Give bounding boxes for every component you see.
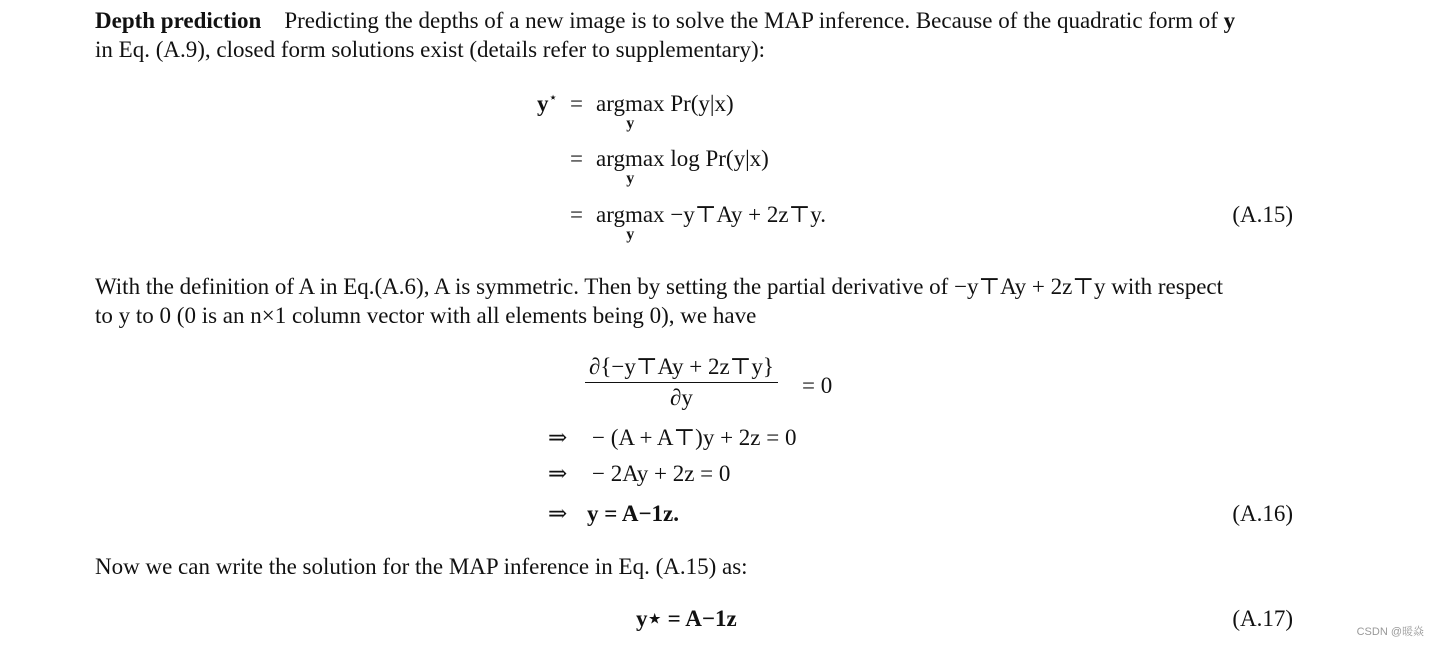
partial-derivative-fraction: $\frac{\partial\{-y⊤Ay + 2z⊤y\}}{\partial y}$	[585, 352, 778, 413]
math-var: y	[1223, 8, 1236, 33]
implies-arrow: ⇒	[548, 501, 568, 526]
equation-rhs: = 0	[802, 373, 833, 398]
paragraph-solution	[95, 552, 1295, 581]
implies-arrow: ⇒	[548, 425, 568, 450]
equation-expression: y⋆ = A−1z	[636, 606, 737, 631]
equation-row-2: argmax y log Pr(y|x)	[596, 146, 769, 187]
equation-row-3: − 2Ay + 2z = 0	[592, 461, 731, 486]
equation-number: (A.15)	[1232, 202, 1293, 227]
equation-row-3: argmax y −y⊤Ay + 2z⊤y.	[596, 202, 826, 243]
equation-number: (A.17)	[1232, 606, 1293, 631]
paragraph-symmetric	[95, 272, 1295, 330]
equation-lhs: y⋆	[537, 89, 558, 116]
equation-row-2: − (A + A⊤)y + 2z = 0	[592, 425, 797, 450]
equation-row-1: argmax y Pr(y|x)	[596, 91, 734, 132]
watermark: CSDN @暖焱	[1356, 626, 1424, 638]
paragraph-text: With the definition of A in Eq.(A.6), A is symmetric. Then by setting the partial derivative of −y⊤Ay + 2z⊤y with respect	[95, 274, 1223, 299]
paragraph-text: Now we can write the solution for the MAP inference in Eq. (A.15) as:	[95, 554, 748, 579]
implies-arrow: ⇒	[548, 461, 568, 486]
paragraph-text: to y to 0 (0 is an n×1 column vector with all elements being 0), we have	[95, 303, 757, 328]
equation-row-4: y = A−1z.	[587, 501, 680, 526]
paragraph-heading: Depth prediction	[95, 8, 262, 33]
equation-number: (A.16)	[1232, 501, 1293, 526]
paragraph-text: Predicting the depths of a new image is to solve the MAP inference. Because of the quadratic form of	[284, 8, 1218, 33]
paragraph-text: in Eq. (A.9), closed form solutions exist (details refer to supplementary):	[95, 37, 766, 62]
paragraph-depth-prediction	[95, 6, 1295, 64]
